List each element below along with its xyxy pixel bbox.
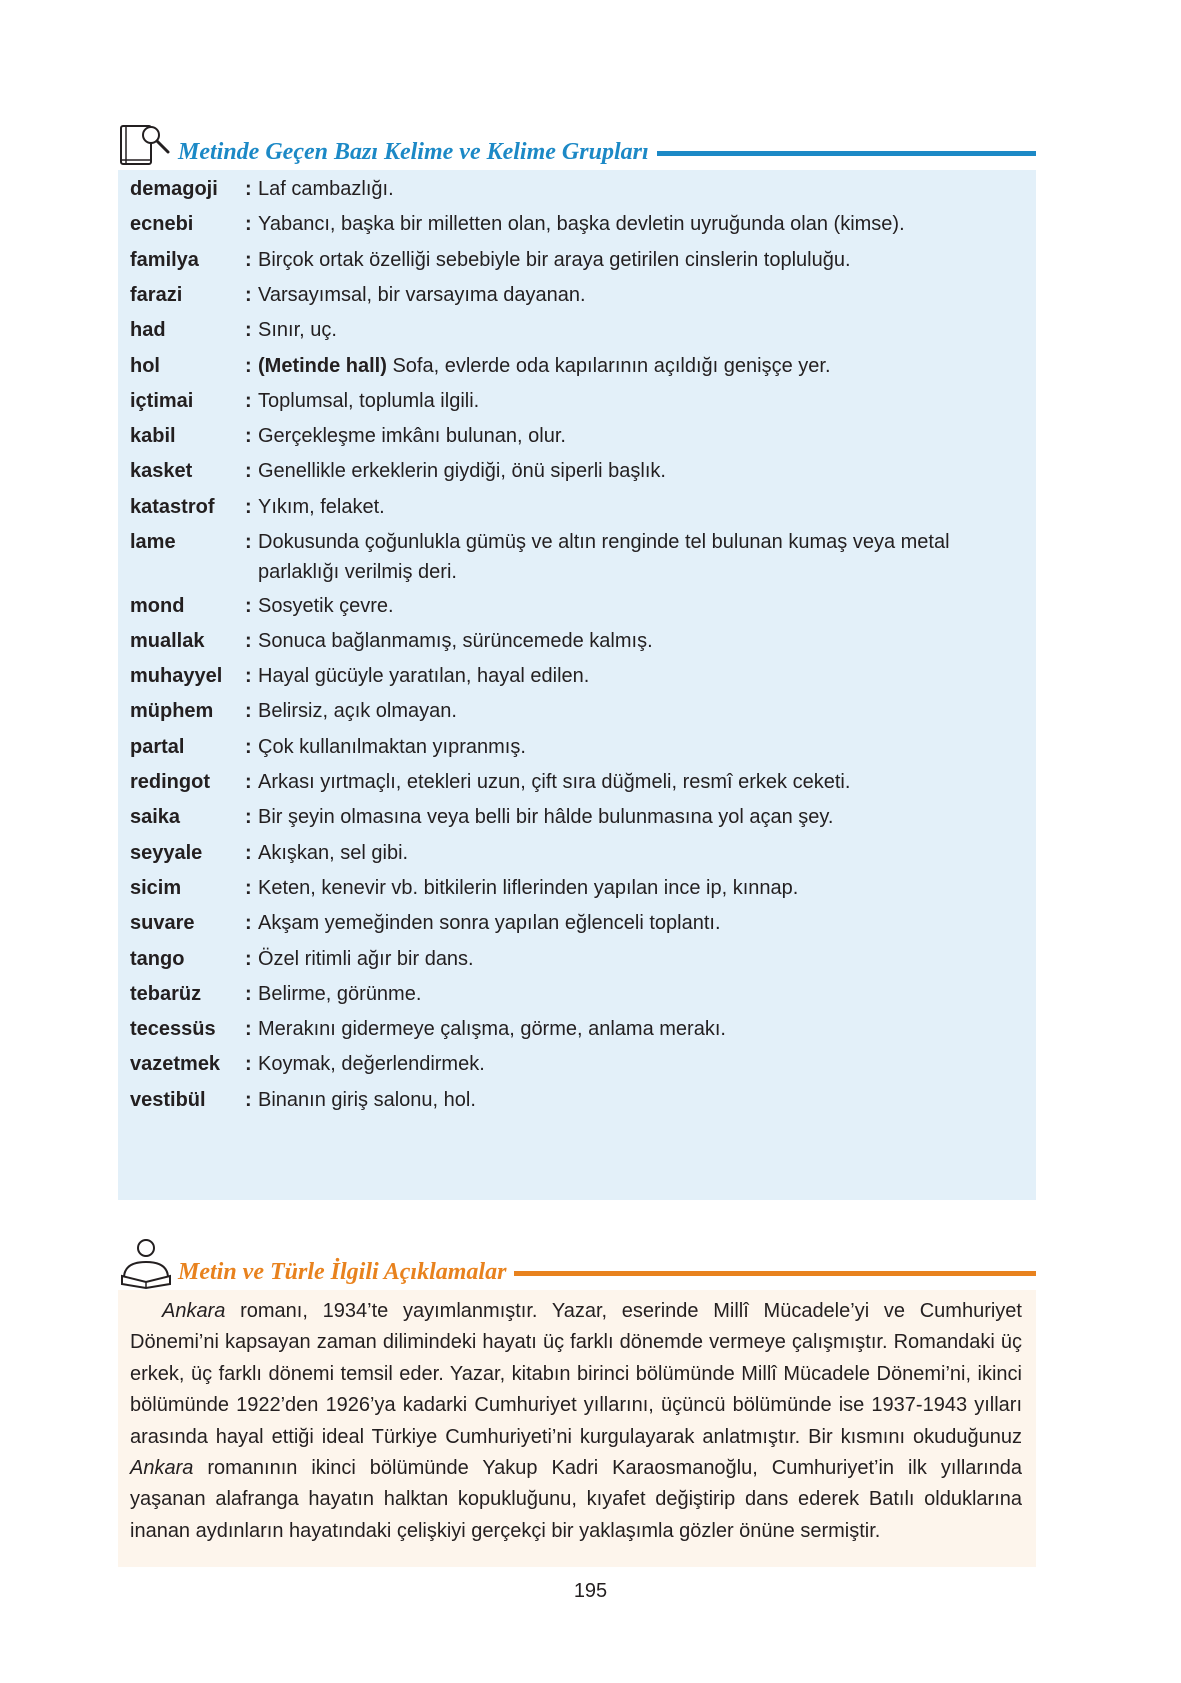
notes-paragraph: Ankara romanı, 1934’te yayımlanmıştır. Yazar, eserinde Millî Mücadele’yi ve Cumhuriyet Dönemi’ni kapsayan zaman dilimindeki hayatı üç farklı dönemde vermeye çalışmıştır. Romandaki üç erkek, üç farklı dönemi temsil eder. Yazar, kitabın birinci bölümünde Millî Mücadele Dönemi’ni, ikinci bölümünde 1922’den 1926’ya kadarki Cumhuriyet yıllarını, üçüncü bölümünde ise 1937-1943 yılları arasında hayal ettiği ideal Türkiye Cumhuriyeti’ni kurgulayarak anlatmıştır. Bir kısmını okuduğunuz Ankara romanının ikinci bölümünde Yakup Kadri Karaosmanoğlu, Cumhuriyet’in ilk yıllarında yaşanan alafranga hayatın halktan kopukluğunu, kıyafet değiştirip dans ederek Batılı olduklarına inanan aydınların hayatındaki çelişkiyi gerçekçi bir yaklaşımla gözler önüne sermiştir. (130, 1300, 1022, 1542)
glossary-definition-text: Sonuca bağlanmamış, sürüncemede kalmış. (258, 629, 653, 652)
glossary-definition (258, 626, 1026, 656)
glossary-definition-text: Çok kullanılmaktan yıpranmış. (258, 735, 526, 758)
glossary-colon: : (245, 425, 252, 448)
glossary-definition (258, 527, 1026, 587)
glossary-term: muhayyel (130, 665, 223, 688)
glossary-definition (258, 245, 1026, 275)
glossary-definition (258, 209, 1026, 239)
glossary-definition (258, 386, 1026, 416)
glossary-term: vestibül (130, 1088, 206, 1111)
glossary-definition (258, 1085, 1026, 1115)
glossary-term: mond (130, 594, 185, 617)
glossary-term: saika (130, 806, 181, 829)
notes-title: Metin ve Türle İlgili Açıklamalar (178, 1259, 514, 1286)
glossary-definition (258, 732, 1026, 762)
glossary-definition-text: Sofa, evlerde oda kapılarının açıldığı genişçe yer. (392, 354, 831, 377)
glossary-colon: : (245, 531, 252, 553)
glossary-definition-text: Bir şeyin olmasına veya belli bir hâlde bulunmasına yol açan şey. (258, 806, 834, 829)
glossary-colon: : (245, 495, 252, 518)
glossary-colon: : (245, 594, 252, 617)
glossary-definition-text: Toplumsal, toplumla ilgili. (258, 389, 480, 412)
glossary-definition-text: Belirsiz, açık olmayan. (258, 700, 457, 723)
glossary-definition (258, 944, 1026, 974)
glossary-definition (258, 315, 1026, 345)
glossary-definition (258, 351, 1026, 381)
glossary-definition-text: Sosyetik çevre. (258, 594, 394, 617)
glossary-definition-text: Dokusunda çoğunlukla gümüş ve altın renginde tel bulunan kumaş veya metal parlaklığı verilmiş deri. (258, 531, 950, 583)
glossary-definition-text: Özel ritimli ağır bir dans. (258, 947, 474, 970)
glossary-term: tango (130, 947, 185, 970)
glossary-term: ecnebi (130, 213, 194, 236)
glossary-term: seyyale (130, 841, 203, 864)
glossary-term: tecessüs (130, 1018, 216, 1041)
glossary-definition (258, 1049, 1026, 1079)
glossary-colon: : (245, 1018, 252, 1041)
glossary-definition (258, 767, 1026, 797)
glossary-colon: : (245, 319, 252, 342)
glossary-definition-text: Merakını gidermeye çalışma, görme, anlama merakı. (258, 1018, 726, 1041)
glossary-definition-text: Genellikle erkeklerin giydiği, önü siperli başlık. (258, 460, 666, 483)
glossary-colon: : (245, 283, 252, 306)
glossary-definition-text: Koymak, değerlendirmek. (258, 1053, 485, 1076)
glossary-definition (258, 174, 1026, 204)
glossary-definition (258, 1014, 1026, 1044)
glossary-term: kasket (130, 460, 193, 483)
glossary-term: müphem (130, 700, 214, 723)
glossary-definition-text: Arkası yırtmaçlı, etekleri uzun, çift sıra düğmeli, resmî erkek ceketi. (258, 771, 851, 793)
glossary-note: (Metinde hall) (258, 354, 387, 377)
glossary-term: vazetmek (130, 1053, 221, 1076)
glossary-colon: : (245, 665, 252, 688)
glossary-definition (258, 838, 1026, 868)
glossary-definition-text: Birçok ortak özelliği sebebiyle bir araya getirilen cinslerin topluluğu. (258, 248, 851, 271)
glossary-definition (258, 591, 1026, 621)
glossary-definition (258, 696, 1026, 726)
glossary-definition (258, 280, 1026, 310)
glossary-term: had (130, 319, 166, 342)
glossary-colon: : (245, 389, 252, 412)
glossary-definition (258, 456, 1026, 486)
glossary-colon: : (245, 700, 252, 723)
glossary-colon: : (245, 460, 252, 483)
glossary-definition (258, 908, 1026, 938)
reader-with-book-icon (118, 1238, 174, 1290)
glossary-colon: : (245, 771, 252, 793)
glossary-definition (258, 979, 1026, 1009)
glossary-colon: : (245, 947, 252, 970)
glossary-colon: : (245, 876, 252, 899)
notes-section-header (118, 1238, 1036, 1290)
glossary-definition (258, 873, 1026, 903)
glossary-term: sicim (130, 876, 182, 899)
glossary-term: familya (130, 248, 199, 271)
glossary-colon: : (245, 629, 252, 652)
glossary-colon: : (245, 354, 252, 377)
page-number: 195 (573, 1580, 608, 1602)
glossary-definition-text: Gerçekleşme imkânı bulunan, olur. (258, 425, 566, 448)
glossary-term: farazi (130, 283, 183, 306)
glossary-colon: : (245, 178, 252, 200)
glossary-definition (258, 492, 1026, 522)
glossary-colon: : (245, 841, 252, 864)
glossary-section-header (118, 118, 1036, 170)
glossary-term: demagoji (130, 178, 218, 200)
glossary-term: lame (130, 531, 176, 553)
glossary-definition-text: Akşam yemeğinden sonra yapılan eğlenceli toplantı. (258, 912, 721, 935)
glossary-definition-text: Belirme, görünme. (258, 982, 422, 1005)
glossary-term: redingot (130, 771, 210, 793)
glossary-colon: : (245, 213, 252, 236)
glossary-colon: : (245, 912, 252, 935)
glossary-colon: : (245, 248, 252, 271)
glossary-term: tebarüz (130, 982, 202, 1005)
glossary-colon: : (245, 1053, 252, 1076)
glossary-term: muallak (130, 629, 205, 652)
glossary-definition (258, 802, 1026, 832)
glossary-definition-text: Yıkım, felaket. (258, 495, 385, 518)
notes-box (118, 1290, 1036, 1567)
glossary-definition-text: Sınır, uç. (258, 319, 337, 342)
glossary-definition-text: Yabancı, başka bir milletten olan, başka devletin uyruğunda olan (kimse). (258, 213, 905, 236)
glossary-colon: : (245, 806, 252, 829)
glossary-definition (258, 421, 1026, 451)
book-magnifier-icon (118, 118, 174, 170)
glossary-colon: : (245, 735, 252, 758)
glossary-definition-text: Binanın giriş salonu, hol. (258, 1088, 476, 1111)
glossary-colon: : (245, 982, 252, 1005)
glossary-term: suvare (130, 912, 195, 935)
glossary-term: partal (130, 735, 185, 758)
glossary-definition-text: Laf cambazlığı. (258, 178, 394, 200)
glossary-definition-text: Varsayımsal, bir varsayıma dayanan. (258, 283, 586, 306)
glossary-term: katastrof (130, 495, 215, 518)
glossary-box (118, 170, 1036, 1200)
glossary-title: Metinde Geçen Bazı Kelime ve Kelime Grupları (178, 139, 657, 166)
glossary-definition-text: Hayal gücüyle yaratılan, hayal edilen. (258, 665, 590, 688)
glossary-term: hol (130, 354, 160, 377)
glossary-definition (258, 661, 1026, 691)
glossary-colon: : (245, 1088, 252, 1111)
glossary-definition-text: Keten, kenevir vb. bitkilerin liflerinden yapılan ince ip, kınnap. (258, 876, 799, 899)
glossary-definition-text: Akışkan, sel gibi. (258, 841, 409, 864)
glossary-term: kabil (130, 425, 176, 448)
glossary-term: içtimai (130, 389, 194, 412)
